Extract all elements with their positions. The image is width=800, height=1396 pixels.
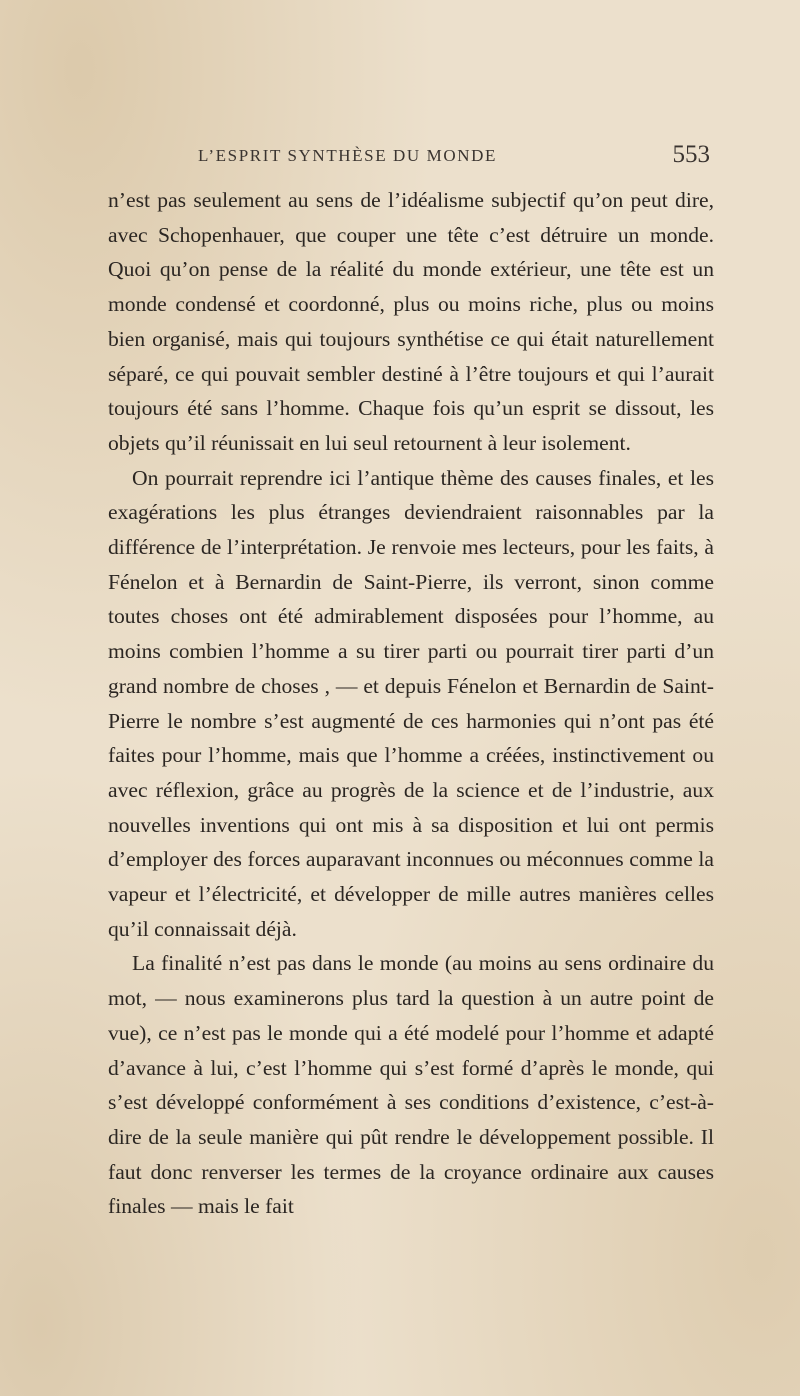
paragraph-2: On pourrait reprendre ici l’antique thème des causes finales, et les exagérations les plus étranges deviendraient raisonnables par la différence de l’interprétation. Je renvoie mes lecteurs, pour les faits, à Fénelon et à Bernardin de Saint-Pierre, ils verront, sinon comme toutes choses ont été admirablement disposées pour l’homme, au moins combien l’homme a su tirer parti ou pourrait tirer parti d’un grand nombre de choses , — et depuis Fénelon et Bernardin de Saint-Pierre le nombre s’est augmenté de ces harmonies qui n’ont pas été faites pour l’homme, mais que l’homme a créées, instinctivement ou avec réflexion, grâce au progrès de la science et de l’industrie, aux nouvelles inventions qui ont mis à sa disposition et lui ont permis d’employer des forces auparavant inconnues ou méconnues comme la vapeur et l’électricité, et développer de mille autres manières celles qu’il connaissait déjà. (108, 465, 714, 941)
page-number: 553 (672, 141, 710, 168)
body-text (108, 183, 714, 1224)
running-head (110, 141, 710, 176)
paragraph-1: n’est pas seulement au sens de l’idéalisme subjectif qu’on peut dire, avec Schopenhauer, que couper une tête c’est détruire un monde. Quoi qu’on pense de la réalité du monde extérieur, une tête est un monde condensé et coordonné, plus ou moins riche, plus ou moins bien organisé, mais qui toujours synthétise ce qui était naturellement séparé, ce qui pouvait sembler destiné à l’être toujours et qui l’aurait toujours été sans l’homme. Chaque fois qu’un esprit se dissout, les objets qu’il réunissait en lui seul retournent à leur isolement. (108, 188, 714, 455)
running-head-title: L’ESPRIT SYNTHÈSE DU MONDE (198, 146, 497, 165)
paragraph-3: La finalité n’est pas dans le monde (au moins au sens ordinaire du mot, — nous examinerons plus tard la question à un autre point de vue), ce n’est pas le monde qui a été modelé pour l’homme et adapté d’avance à lui, c’est l’homme qui s’est formé d’après le monde, qui s’est développé conformément à ses conditions d’existence, c’est-à-dire de la seule manière qui pût rendre le développement possible. Il faut donc renverser les termes de la croyance ordinaire aux causes finales — mais le fait (108, 951, 714, 1219)
